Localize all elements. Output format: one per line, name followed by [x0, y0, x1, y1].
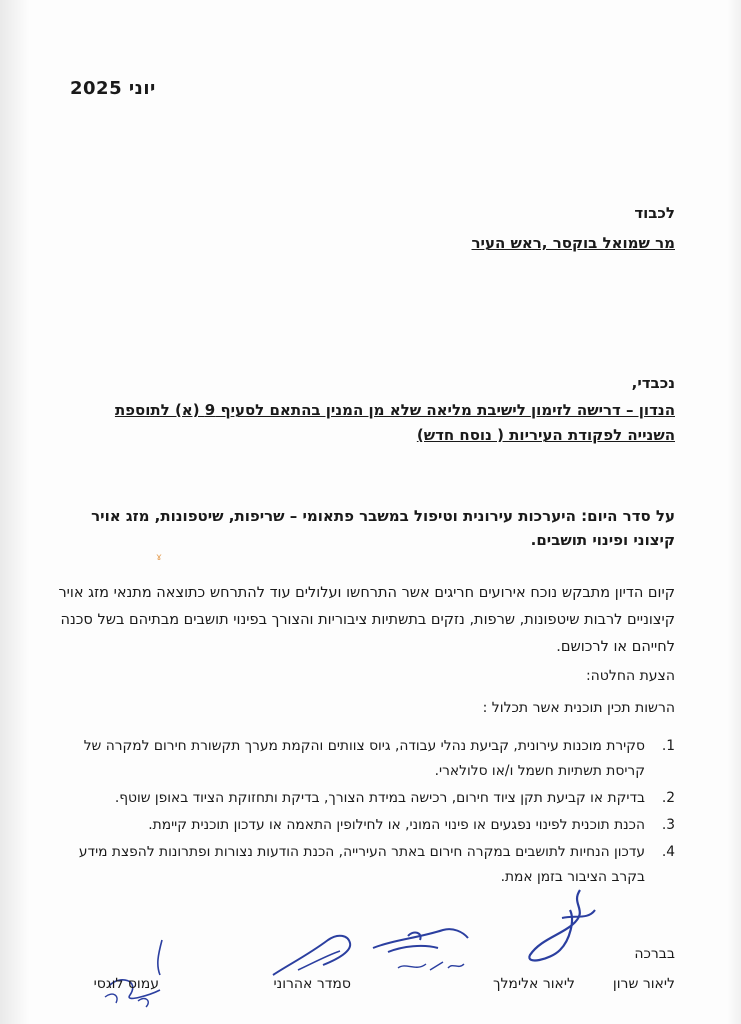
list-item-number: 3.	[661, 817, 675, 833]
list-item-text: עדכון הנחיות לתושבים במקרה חירום באתר העירייה, הכנת הודעות נצורות ופתרונות להפצת מידע בקרב הציבור בזמן אמת.	[78, 844, 645, 885]
list-item	[49, 813, 675, 838]
greeting: נכבדי,	[631, 374, 675, 392]
body-paragraph: קיום הדיון מתבקש נוכח אירועים חריגים אשר התרחשו ועלולים עוד להתרחש כתוצאה מתנאי מזג אויר קיצוניים לרבות שיטפונות, שרפות, נזקים בתשתיות ציבוריות והצורך בפינוי תושבים מבתיהם בשל סכנה לחייהם או לרכושם.	[58, 585, 675, 655]
list-item-number: 1.	[661, 738, 675, 754]
page-edge-shadow-right	[727, 0, 741, 1024]
list-item	[49, 786, 675, 811]
proposal-label: הצעת החלטה:	[585, 668, 675, 684]
recipient-name: מר שמואל בוקסר ,ראש העיר	[471, 234, 675, 252]
list-item-text: בדיקת או קביעת תקן ציוד חירום, רכישה במידת הצורך, בדיקת ותחזוקת הציוד באופן שוטף.	[114, 790, 645, 806]
list-item	[49, 734, 675, 784]
subject-line: הנדון – דרישה לזימון לישיבת מליאה שלא מן המנין בהתאם לסעיף 9 (א) לתוספת השנייה לפקודת העיריות ( נוסח חדש)	[114, 401, 675, 444]
signatory-1-name: ליאור שרון	[612, 976, 675, 992]
signature-2-icon	[368, 918, 478, 978]
agenda-heading: על סדר היום: היערכות עירונית וטיפול במשבר פתאומי – שריפות, שיטפונות, מזג אויר קיצוני ופינוי תושבים.	[91, 507, 675, 549]
list-item-text: סקירת מוכנות עירונית, קביעת נהלי עבודה, גיוס צוותים והקמת מערך תקשורת חירום למקרה של קריסת תשתיות חשמל ו/או סלולארי.	[83, 738, 645, 779]
approval-text: הרשות תכין תוכנית אשר תכלול :	[482, 700, 675, 716]
list-item-number: 4.	[661, 844, 675, 860]
signatory-4-name: עמוס לוגסי	[93, 976, 159, 992]
signatory-3-name: סמדר אהרוני	[273, 976, 351, 992]
list-item-number: 2.	[661, 790, 675, 806]
salutation-label: לכבוד	[634, 204, 675, 222]
signature-4-icon	[90, 935, 180, 1010]
closing-regards: בברכה	[634, 946, 675, 962]
page-edge-shadow-left	[0, 0, 30, 1024]
list-item-text: הכנת תוכנית לפינוי נפגעים או פינוי המוני, או לחילופין התאמה או עדכון תוכנית קיימת.	[148, 817, 645, 833]
signature-1-icon	[500, 880, 610, 980]
document-date: יוני 2025	[70, 78, 156, 99]
signatory-2-name: ליאור אלימלך	[492, 976, 575, 992]
stray-mark: ɤ	[156, 552, 162, 563]
decision-list	[49, 734, 675, 892]
